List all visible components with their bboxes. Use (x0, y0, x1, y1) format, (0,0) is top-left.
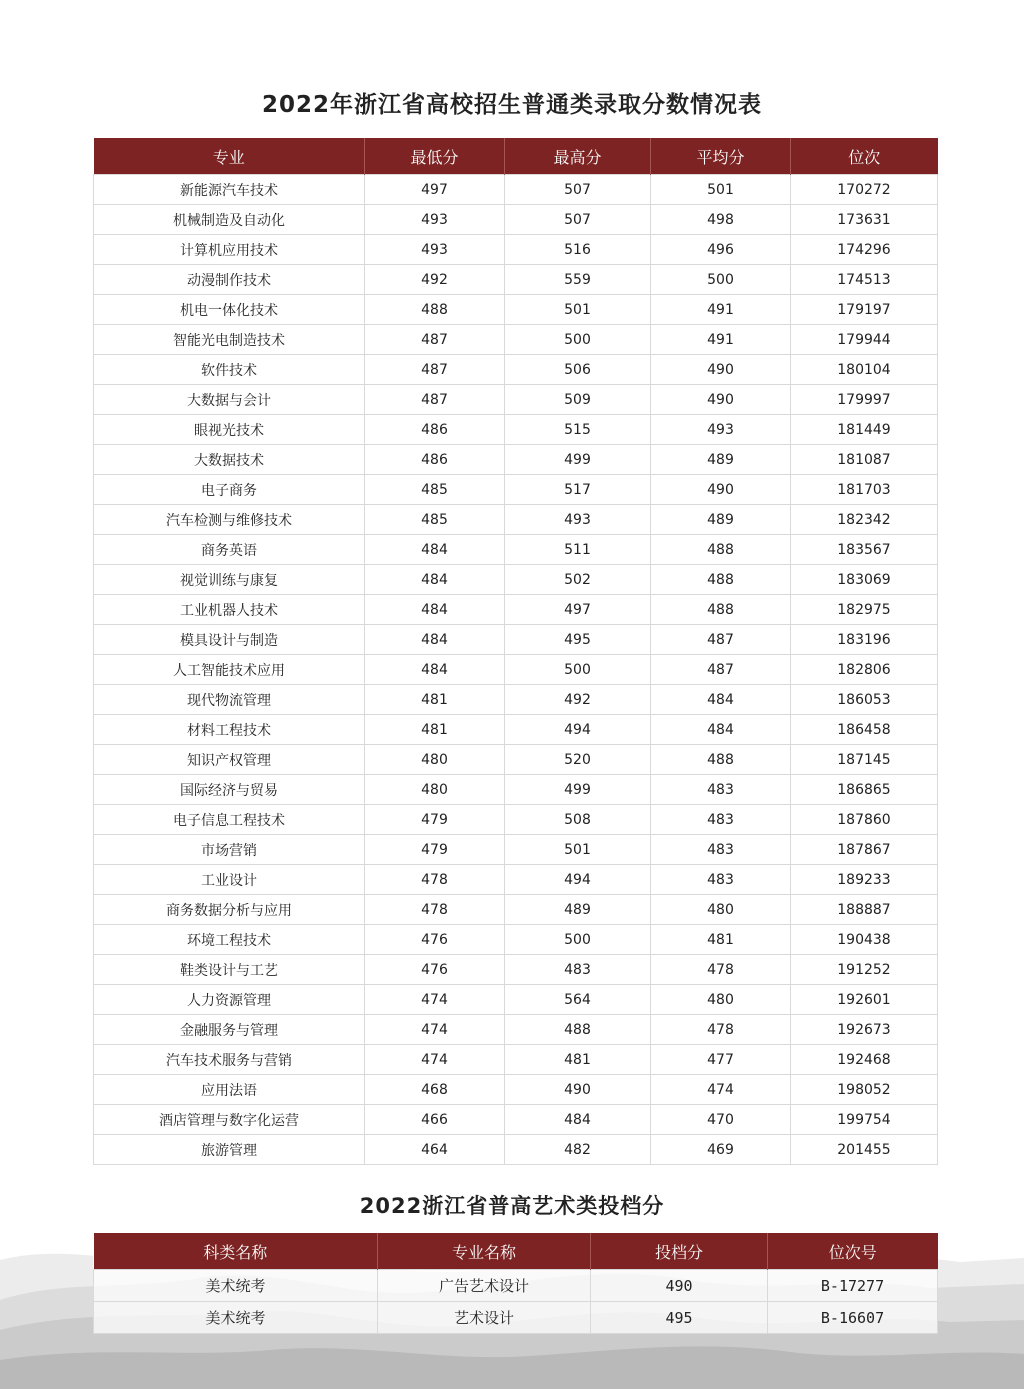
table-cell: 工业机器人技术 (94, 595, 365, 625)
table-cell: 494 (505, 865, 651, 895)
table-row (94, 925, 938, 955)
table-header-row (94, 1233, 938, 1270)
table-cell: 173631 (791, 205, 938, 235)
table-cell: 187860 (791, 805, 938, 835)
table-cell: 艺术设计 (378, 1302, 591, 1334)
table-cell: 480 (365, 775, 505, 805)
table-cell: 市场营销 (94, 835, 365, 865)
table-cell: 488 (365, 295, 505, 325)
table-row (94, 1045, 938, 1075)
table-row (94, 1015, 938, 1045)
table-row (94, 295, 938, 325)
table-cell: 508 (505, 805, 651, 835)
table-cell: 507 (505, 175, 651, 205)
table-cell: 电子信息工程技术 (94, 805, 365, 835)
table-cell: 501 (505, 295, 651, 325)
table-cell: 493 (365, 205, 505, 235)
table-cell: 483 (651, 865, 791, 895)
table-cell: 机电一体化技术 (94, 295, 365, 325)
table-row (94, 655, 938, 685)
column-header: 位次号 (768, 1233, 938, 1270)
table-cell: 人工智能技术应用 (94, 655, 365, 685)
table-row (94, 175, 938, 205)
table-cell: 汽车检测与维修技术 (94, 505, 365, 535)
table-cell: 187867 (791, 835, 938, 865)
table-row (94, 1105, 938, 1135)
table-cell: 481 (505, 1045, 651, 1075)
table-cell: 485 (365, 475, 505, 505)
table-row (94, 745, 938, 775)
table-cell: 192601 (791, 985, 938, 1015)
table-row (94, 985, 938, 1015)
table-cell: 474 (365, 1045, 505, 1075)
table-cell: 492 (365, 265, 505, 295)
table-cell: 484 (365, 595, 505, 625)
table-cell: 美术统考 (94, 1270, 378, 1302)
column-header: 平均分 (651, 138, 791, 175)
table-cell: 478 (651, 955, 791, 985)
table-cell: 179944 (791, 325, 938, 355)
admission-score-table (93, 138, 938, 1165)
table-cell: 182806 (791, 655, 938, 685)
table-cell: 487 (365, 355, 505, 385)
table-cell: 大数据与会计 (94, 385, 365, 415)
table-cell: 应用法语 (94, 1075, 365, 1105)
table-cell: B-17277 (768, 1270, 938, 1302)
table-cell: 474 (365, 985, 505, 1015)
table-cell: 174513 (791, 265, 938, 295)
table-cell: 476 (365, 955, 505, 985)
table-cell: 183069 (791, 565, 938, 595)
table-row (94, 895, 938, 925)
table-cell: 470 (651, 1105, 791, 1135)
table-cell: 480 (365, 745, 505, 775)
table-cell: 软件技术 (94, 355, 365, 385)
table-cell: 476 (365, 925, 505, 955)
table-cell: 491 (651, 295, 791, 325)
page-title: 2022年浙江省高校招生普通类录取分数情况表 (261, 92, 762, 118)
table-cell: 488 (651, 535, 791, 565)
table-row (94, 775, 938, 805)
table-cell: 468 (365, 1075, 505, 1105)
table-cell: 490 (505, 1075, 651, 1105)
column-header: 科类名称 (94, 1233, 378, 1270)
table-row (94, 1302, 938, 1334)
table-cell: 496 (651, 235, 791, 265)
table-cell: 计算机应用技术 (94, 235, 365, 265)
table-cell: 480 (651, 895, 791, 925)
table-cell: 501 (651, 175, 791, 205)
column-header: 最高分 (505, 138, 651, 175)
table-cell: B-16607 (768, 1302, 938, 1334)
table-cell: 183196 (791, 625, 938, 655)
table-cell: 模具设计与制造 (94, 625, 365, 655)
table-cell: 知识产权管理 (94, 745, 365, 775)
table-cell: 现代物流管理 (94, 685, 365, 715)
table-cell: 484 (365, 535, 505, 565)
table-cell: 487 (365, 385, 505, 415)
table-row (94, 505, 938, 535)
table-cell: 486 (365, 445, 505, 475)
table-cell: 488 (651, 745, 791, 775)
table-cell: 494 (505, 715, 651, 745)
table-cell: 广告艺术设计 (378, 1270, 591, 1302)
table-cell: 501 (505, 835, 651, 865)
table-cell: 199754 (791, 1105, 938, 1135)
table-cell: 机械制造及自动化 (94, 205, 365, 235)
table-cell: 489 (505, 895, 651, 925)
table-cell: 酒店管理与数字化运营 (94, 1105, 365, 1135)
table-cell: 金融服务与管理 (94, 1015, 365, 1045)
table-cell: 动漫制作技术 (94, 265, 365, 295)
table-cell: 500 (651, 265, 791, 295)
table-cell: 181087 (791, 445, 938, 475)
table-cell: 环境工程技术 (94, 925, 365, 955)
table-row (94, 205, 938, 235)
table-cell: 474 (651, 1075, 791, 1105)
table-cell: 480 (651, 985, 791, 1015)
column-header: 最低分 (365, 138, 505, 175)
column-header: 专业名称 (378, 1233, 591, 1270)
table-cell: 485 (365, 505, 505, 535)
table-cell: 486 (365, 415, 505, 445)
table-cell: 180104 (791, 355, 938, 385)
table-cell: 484 (651, 715, 791, 745)
table-cell: 493 (365, 235, 505, 265)
table-cell: 479 (365, 835, 505, 865)
table-row (94, 595, 938, 625)
table-cell: 500 (505, 325, 651, 355)
table-cell: 190438 (791, 925, 938, 955)
table-row (94, 685, 938, 715)
table-cell: 481 (651, 925, 791, 955)
table-row (94, 415, 938, 445)
table-cell: 495 (505, 625, 651, 655)
table-cell: 483 (651, 805, 791, 835)
table-cell: 493 (505, 505, 651, 535)
table-row (94, 265, 938, 295)
table-cell: 材料工程技术 (94, 715, 365, 745)
table-cell: 517 (505, 475, 651, 505)
table-row (94, 445, 938, 475)
table-cell: 眼视光技术 (94, 415, 365, 445)
column-header: 投档分 (591, 1233, 768, 1270)
table-cell: 495 (591, 1302, 768, 1334)
table-cell: 520 (505, 745, 651, 775)
table-cell: 464 (365, 1135, 505, 1165)
table-cell: 488 (651, 565, 791, 595)
table-cell: 484 (365, 625, 505, 655)
table-cell: 198052 (791, 1075, 938, 1105)
table-cell: 487 (651, 655, 791, 685)
table-cell: 181703 (791, 475, 938, 505)
table-row (94, 835, 938, 865)
table-cell: 482 (505, 1135, 651, 1165)
table-row (94, 805, 938, 835)
table-row (94, 1135, 938, 1165)
table-cell: 497 (505, 595, 651, 625)
table-cell: 483 (651, 775, 791, 805)
column-header: 位次 (791, 138, 938, 175)
table-cell: 478 (365, 865, 505, 895)
table-cell: 491 (651, 325, 791, 355)
table-cell: 新能源汽车技术 (94, 175, 365, 205)
table-cell: 美术统考 (94, 1302, 378, 1334)
table-cell: 商务数据分析与应用 (94, 895, 365, 925)
table-cell: 484 (505, 1105, 651, 1135)
table-cell: 174296 (791, 235, 938, 265)
table-cell: 516 (505, 235, 651, 265)
table-cell: 479 (365, 805, 505, 835)
table-cell: 469 (651, 1135, 791, 1165)
table-cell: 工业设计 (94, 865, 365, 895)
table-cell: 483 (651, 835, 791, 865)
table-row (94, 955, 938, 985)
table-row (94, 1270, 938, 1302)
table-row (94, 865, 938, 895)
table-cell: 192468 (791, 1045, 938, 1075)
table-cell: 484 (651, 685, 791, 715)
table-cell: 489 (651, 445, 791, 475)
table-cell: 499 (505, 775, 651, 805)
table-row (94, 475, 938, 505)
table-cell: 487 (365, 325, 505, 355)
table-cell: 186458 (791, 715, 938, 745)
table-cell: 500 (505, 925, 651, 955)
table-cell: 497 (365, 175, 505, 205)
table-cell: 478 (651, 1015, 791, 1045)
table-cell: 492 (505, 685, 651, 715)
table-cell: 515 (505, 415, 651, 445)
table-row (94, 325, 938, 355)
table-cell: 493 (651, 415, 791, 445)
table-cell: 国际经济与贸易 (94, 775, 365, 805)
table-cell: 186053 (791, 685, 938, 715)
table-cell: 509 (505, 385, 651, 415)
table-row (94, 355, 938, 385)
table-cell: 559 (505, 265, 651, 295)
table-cell: 500 (505, 655, 651, 685)
table-cell: 192673 (791, 1015, 938, 1045)
table-cell: 478 (365, 895, 505, 925)
table-row (94, 565, 938, 595)
table-cell: 474 (365, 1015, 505, 1045)
table-cell: 498 (651, 205, 791, 235)
table-cell: 490 (591, 1270, 768, 1302)
table-cell: 鞋类设计与工艺 (94, 955, 365, 985)
table-row (94, 1075, 938, 1105)
table-header-row (94, 138, 938, 175)
table-cell: 488 (505, 1015, 651, 1045)
table-cell: 186865 (791, 775, 938, 805)
table-cell: 481 (365, 715, 505, 745)
table-cell: 477 (651, 1045, 791, 1075)
table-cell: 179197 (791, 295, 938, 325)
column-header: 专业 (94, 138, 365, 175)
table-cell: 商务英语 (94, 535, 365, 565)
table-row (94, 235, 938, 265)
table-cell: 484 (365, 655, 505, 685)
table-cell: 490 (651, 475, 791, 505)
table-cell: 188887 (791, 895, 938, 925)
table-cell: 490 (651, 385, 791, 415)
table-cell: 191252 (791, 955, 938, 985)
table-cell: 487 (651, 625, 791, 655)
table-cell: 490 (651, 355, 791, 385)
table-row (94, 715, 938, 745)
table-cell: 视觉训练与康复 (94, 565, 365, 595)
table-cell: 488 (651, 595, 791, 625)
table-cell: 506 (505, 355, 651, 385)
table-cell: 181449 (791, 415, 938, 445)
table-cell: 201455 (791, 1135, 938, 1165)
table-cell: 483 (505, 955, 651, 985)
table-cell: 182975 (791, 595, 938, 625)
table-cell: 489 (651, 505, 791, 535)
table-cell: 499 (505, 445, 651, 475)
table-cell: 电子商务 (94, 475, 365, 505)
table-cell: 511 (505, 535, 651, 565)
table-cell: 汽车技术服务与营销 (94, 1045, 365, 1075)
table-cell: 大数据技术 (94, 445, 365, 475)
table-cell: 466 (365, 1105, 505, 1135)
table-cell: 189233 (791, 865, 938, 895)
table-row (94, 385, 938, 415)
table-cell: 507 (505, 205, 651, 235)
table-cell: 481 (365, 685, 505, 715)
art-section-title: 2022浙江省普高艺术类投档分 (359, 1194, 665, 1218)
table-cell: 旅游管理 (94, 1135, 365, 1165)
table-cell: 智能光电制造技术 (94, 325, 365, 355)
table-cell: 183567 (791, 535, 938, 565)
table-cell: 564 (505, 985, 651, 1015)
table-cell: 人力资源管理 (94, 985, 365, 1015)
table-cell: 182342 (791, 505, 938, 535)
art-score-table (93, 1233, 938, 1334)
table-row (94, 625, 938, 655)
table-row (94, 535, 938, 565)
table-cell: 170272 (791, 175, 938, 205)
table-cell: 187145 (791, 745, 938, 775)
table-cell: 502 (505, 565, 651, 595)
table-cell: 484 (365, 565, 505, 595)
table-cell: 179997 (791, 385, 938, 415)
